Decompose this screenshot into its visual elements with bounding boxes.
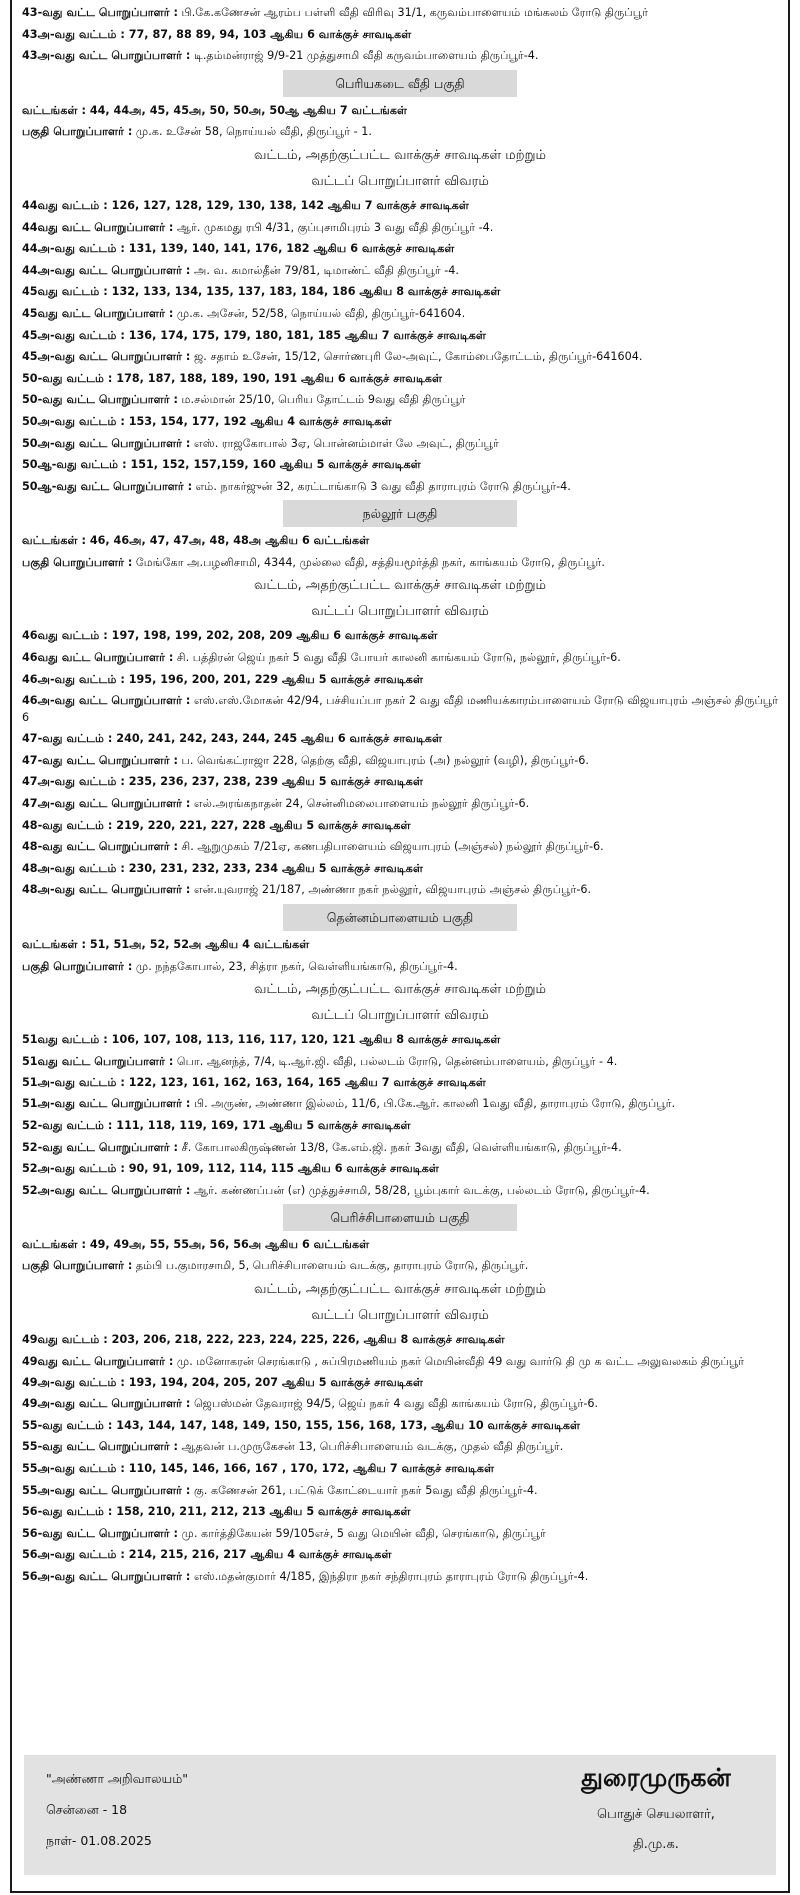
section-block [12, 499, 788, 901]
area-incharge-line [12, 552, 788, 574]
ward-booths-line [12, 281, 788, 303]
entry-text: ஆர். கண்ணப்பன் (எ) முத்துச்சாமி, 58/28, பூம்புகார் வடக்கு, பல்லடம் ரோடு, திருப்பூர்-4. [190, 1183, 650, 1197]
entry-text: 193, 194, 204, 205, 207 ஆகிய 5 வாக்குச் சாவடிகள் [124, 1375, 424, 1389]
ward-booths-line [12, 195, 788, 217]
entry-text: 240, 241, 242, 243, 244, 245 ஆகிய 6 வாக்குச் சாவடிகள் [112, 732, 443, 746]
ward-incharge-line [12, 1523, 788, 1545]
entry-text: 230, 231, 232, 233, 234 ஆகிய 5 வாக்குச் சாவடிகள் [124, 861, 424, 875]
entry-text: மு.க. அசேன், 52/58, நொய்யல் வீதி, திருப்பூர்-641604. [173, 306, 466, 320]
entry-label: 55அ-வது வட்ட பொறுப்பாளர் : [22, 1483, 191, 1497]
entry-text: 46, 46அ, 47, 47அ, 48, 48அ ஆகிய 6 வட்டங்கள் [85, 534, 370, 548]
entry-text: எஸ். ராஜகோபால் 3ஏ, பொன்னம்மாள் லே அவுட், திருப்பூர் [190, 436, 499, 450]
ward-incharge-line [12, 1393, 788, 1415]
entry-label: 46அ-வது வட்டம் : [22, 672, 125, 686]
ward-incharge-line [12, 433, 788, 455]
entry-text: பி. அருண், அண்ணா இல்லம், 11/6, பி.கே.ஆர். காலனி 1வது வீதி, தாராபுரம் ரோடு, திருப்பூர். [190, 1097, 676, 1111]
entry-text: 219, 220, 221, 227, 228 ஆகிய 5 வாக்குச் சாவடிகள் [112, 818, 411, 832]
intro-line [12, 24, 788, 46]
entry-text: 90, 91, 109, 112, 114, 115 ஆகிய 6 வாக்குச் சாவடிகள் [124, 1162, 439, 1176]
entry-label: 45வது வட்டம் : [22, 285, 108, 299]
entry-label: வட்டங்கள் : [22, 103, 86, 117]
ward-booths-line [12, 728, 788, 750]
ward-booths-line [12, 858, 788, 880]
subtitle-line-2: வட்டப் பொறுப்பாளர் விவரம் [311, 1307, 489, 1323]
signatory-designation: பொதுச் செயலாளர், [597, 1807, 715, 1822]
section-heading-label: பெரிச்சிபாளையம் பகுதி [283, 1204, 517, 1231]
entry-text: ஆர். முகமது ரபி 4/31, குப்புசாமிபுரம் 3 வது வீதி திருப்பூர் -4. [173, 220, 494, 234]
entry-label: 46வது வட்டம் : [22, 629, 108, 643]
entry-text: 111, 118, 119, 169, 171 ஆகிய 5 வாக்குச் சாவடிகள் [112, 1118, 411, 1132]
entry-label: 49வது வட்டம் : [22, 1332, 108, 1346]
footer-panel [24, 1755, 776, 1875]
ward-booths-line [12, 1029, 788, 1051]
entry-label: 47அ-வது வட்ட பொறுப்பாளர் : [22, 797, 191, 811]
entry-label: 44வது வட்டம் : [22, 198, 108, 212]
section-heading [12, 69, 788, 98]
footer-date: நாள்- 01.08.2025 [46, 1833, 152, 1848]
ward-booths-line [12, 1115, 788, 1137]
entry-text: ப. வெங்கட்ராஜா 228, தெற்கு வீதி, விஜயாபுரம் (அ) நல்லூர் (வழி), திருப்பூர்-6. [177, 753, 589, 767]
entry-label: 46வது வட்ட பொறுப்பாளர் : [22, 651, 174, 665]
entry-label: 55-வது வட்ட பொறுப்பாளர் : [22, 1440, 178, 1454]
entry-text: கு. கணேசன் 261, பட்டுக் கோட்டையார் நகர் 5வது வீதி திருப்பூர்-4. [190, 1483, 538, 1497]
entry-label: 56-வது வட்ட பொறுப்பாளர் : [22, 1526, 178, 1540]
area-incharge-line [12, 956, 788, 978]
entry-label: 50-வது வட்டம் : [22, 371, 113, 385]
section-heading [12, 903, 788, 932]
entry-label: வட்டங்கள் : [22, 1237, 86, 1251]
entry-text: 197, 198, 199, 202, 208, 209 ஆகிய 6 வாக்குச் சாவடிகள் [107, 629, 438, 643]
entry-text: ஆதவன் ப.முருகேசன் 13, பெரிச்சிபாளையம் வடக்கு, முதல் வீதி திருப்பூர். [177, 1440, 564, 1454]
ward-incharge-line [12, 1566, 788, 1588]
ward-incharge-line [12, 217, 788, 239]
entry-text: 214, 215, 216, 217 ஆகிய 4 வாக்குச் சாவடிகள் [124, 1548, 392, 1562]
entry-text: 151, 152, 157,159, 160 ஆகிய 5 வாக்குச் சாவடிகள் [126, 458, 421, 472]
entry-label: பகுதி பொறுப்பாளர் : [22, 1259, 133, 1273]
ward-booths-line [12, 1158, 788, 1180]
entry-label: 45அ-வது வட்டம் : [22, 328, 125, 342]
entry-label: 44வது வட்ட பொறுப்பாளர் : [22, 220, 174, 234]
ward-booths-line [12, 1501, 788, 1523]
ward-booths-line [12, 1072, 788, 1094]
entry-label: 51அ-வது வட்ட பொறுப்பாளர் : [22, 1097, 191, 1111]
signatory-party: தி.மு.க. [633, 1837, 679, 1852]
ward-incharge-line [12, 1436, 788, 1458]
entry-text: மேங்கோ அ.பழனிசாமி, 4344, முல்லை வீதி, சத்தியமூர்த்தி நகர், காங்கயம் ரோடு, திருப்பூர். [132, 555, 605, 569]
subtitle-line-2: வட்டப் பொறுப்பாளர் விவரம் [311, 1008, 489, 1024]
ward-booths-line [12, 1415, 788, 1437]
entry-label: 44அ-வது வட்ட பொறுப்பாளர் : [22, 263, 191, 277]
entry-label: 47அ-வது வட்டம் : [22, 775, 125, 789]
area-incharge-line [12, 1255, 788, 1277]
entry-label: 44அ-வது வட்டம் : [22, 242, 125, 256]
ward-booths-line [12, 815, 788, 837]
section-heading [12, 1203, 788, 1232]
entry-text: 122, 123, 161, 162, 163, 164, 165 ஆகிய 7 வாக்குச் சாவடிகள் [124, 1075, 487, 1089]
entry-label: 48அ-வது வட்டம் : [22, 861, 125, 875]
entry-label: 51அ-வது வட்டம் : [22, 1075, 125, 1089]
entry-text: 136, 174, 175, 179, 180, 181, 185 ஆகிய 7 வாக்குச் சாவடிகள் [124, 328, 487, 342]
ward-incharge-line [12, 1480, 788, 1502]
document-body [12, 2, 788, 1587]
ward-booths-line [12, 771, 788, 793]
entry-text: 203, 206, 218, 222, 223, 224, 225, 226, ஆகிய 8 வாக்குச் சாவடிகள் [107, 1332, 505, 1346]
entry-label: வட்டங்கள் : [22, 938, 86, 951]
ward-incharge-line [12, 793, 788, 815]
entry-text: 235, 236, 237, 238, 239 ஆகிய 5 வாக்குச் சாவடிகள் [124, 775, 424, 789]
entry-text: எஸ்.எஸ்.மோகன் 42/94, பச்சியப்பா நகர் 2 வது வீதி மணியக்காரம்பாளையம் ரோடு விஜயாபுரம் அஞ்சல் திருப்பூர் 6 [22, 694, 779, 725]
ward-incharge-line [12, 1051, 788, 1072]
subtitle-line-1: வட்டம், அதற்குட்பட்ட வாக்குச் சாவடிகள் மற்றும் [254, 1281, 546, 1297]
subtitle-line-1: வட்டம், அதற்குட்பட்ட வாக்குச் சாவடிகள் மற்றும் [254, 578, 546, 594]
entry-text: 110, 145, 146, 166, 167 , 170, 172, ஆகிய 7 வாக்குச் சாவடிகள் [124, 1461, 495, 1475]
subtitle-line-1: வட்டம், அதற்குட்பட்ட வாக்குச் சாவடிகள் மற்றும் [254, 147, 546, 163]
subtitle-line-2: வட்டப் பொறுப்பாளர் விவரம் [311, 173, 489, 189]
section-heading [12, 499, 788, 528]
section-block [12, 69, 788, 498]
entry-text: அ. வ. கமால்தீன் 79/81, டிமாண்ட் வீதி திருப்பூர் -4. [190, 263, 459, 277]
ward-incharge-line [12, 346, 788, 368]
ward-booths-line [12, 1458, 788, 1480]
ward-booths-line [12, 454, 788, 476]
entry-label: 51வது வட்ட பொறுப்பாளர் : [22, 1054, 174, 1068]
signatory-name: துரைமுருகன் [581, 1763, 731, 1792]
entry-label: 48-வது வட்டம் : [22, 818, 113, 832]
entry-label: 50ஆ-வது வட்டம் : [22, 458, 127, 472]
ward-booths-line [12, 238, 788, 260]
section-heading-label: தென்னம்பாளையம் பகுதி [283, 904, 517, 931]
entry-text: 49, 49அ, 55, 55அ, 56, 56அ ஆகிய 6 வட்டங்கள் [85, 1237, 370, 1251]
entry-text: சி. ஆறுமுகம் 7/21ஏ, கணபதிபாளையம் விஜயாபுரம் (அஞ்சல்) நல்லூர் திருப்பூர்-6. [177, 840, 604, 854]
section-heading-label: நல்லூர் பகுதி [283, 500, 517, 527]
intro-line [12, 2, 788, 24]
entry-label: 49வது வட்ட பொறுப்பாளர் : [22, 1354, 174, 1368]
entry-text: மு. மனோகரன் செரங்காடு , சுப்பிரமணியம் நகர் மெயின்வீதி 49 வது வார்டு தி மு க வட்ட அலுவலகம் திருப்பூர் [173, 1354, 745, 1368]
entry-label: 48அ-வது வட்ட பொறுப்பாளர் : [22, 883, 191, 897]
entry-text: எஸ்.மதன்குமார் 4/185, இந்திரா நகர் சந்திராபுரம் தாராபுரம் ரோடு திருப்பூர்-4. [190, 1569, 589, 1583]
entry-label: 52-வது வட்டம் : [22, 1118, 113, 1132]
section-block [12, 1203, 788, 1588]
entry-text: ஜ. சதாம் உசேன், 15/12, சொர்ணபுரி லே-அவுட், கோம்பைதோட்டம், திருப்பூர்-641604. [190, 350, 643, 364]
entry-label: பகுதி பொறுப்பாளர் : [22, 555, 133, 569]
ward-booths-line [12, 1372, 788, 1394]
ward-booths-line [12, 625, 788, 647]
entry-text: பி.கே.கணேசன் ஆரம்ப பள்ளி வீதி விரிவு 31/1, கருவம்பாளையம் மங்கலம் ரோடு திருப்பூர் [177, 6, 649, 19]
footer-city: சென்னை - 18 [46, 1802, 128, 1817]
subtitle-line-1: வட்டம், அதற்குட்பட்ட வாக்குச் சாவடிகள் மற்றும் [254, 982, 546, 998]
ward-booths-line [12, 1544, 788, 1566]
section-block [12, 903, 788, 1201]
ward-booths-line [12, 1329, 788, 1351]
footer-office: "அண்ணா அறிவாலயம்" [46, 1771, 188, 1786]
entry-label: பகுதி பொறுப்பாளர் : [22, 125, 133, 139]
ward-booths-line [12, 411, 788, 433]
entry-text: டி.தம்மன்ராஜ் 9/9-21 முத்துசாமி வீதி கருவம்பாளையம் திருப்பூர்-4. [190, 49, 539, 63]
entry-text: 195, 196, 200, 201, 229 ஆகிய 5 வாக்குச் சாவடிகள் [124, 672, 424, 686]
entry-label: 48-வது வட்ட பொறுப்பாளர் : [22, 840, 178, 854]
entry-label: 50ஆ-வது வட்ட பொறுப்பாளர் : [22, 479, 193, 493]
ward-list-line [12, 100, 788, 122]
ward-list-line [12, 530, 788, 552]
entry-text: தம்பி ப.குமாரசாமி, 5, பெரிச்சிபாளையம் வடக்கு, தாராபுரம் ரோடு, திருப்பூர். [132, 1259, 529, 1273]
ward-incharge-line [12, 1351, 788, 1372]
entry-text: 126, 127, 128, 129, 130, 138, 142 ஆகிய 7 வாக்குச் சாவடிகள் [107, 198, 469, 212]
entry-text: ம.சல்மான் 25/10, பெரிய தோட்டம் 9வது வீதி திருப்பூர் [177, 393, 466, 407]
entry-text: மு. நந்தகோபால், 23, சித்ரா நகர், வெள்ளியங்காடு, திருப்பூர்-4. [132, 959, 458, 973]
entry-label: 52அ-வது வட்டம் : [22, 1162, 125, 1176]
entry-label: 50-வது வட்ட பொறுப்பாளர் : [22, 393, 178, 407]
entry-text: 143, 144, 147, 148, 149, 150, 155, 156, 168, 173, ஆகிய 10 வாக்குச் சாவடிகள் [112, 1418, 581, 1432]
ward-booths-line [12, 368, 788, 390]
intro-line [12, 45, 788, 67]
entry-label: 45அ-வது வட்ட பொறுப்பாளர் : [22, 350, 191, 364]
entry-text: 51, 51அ, 52, 52அ ஆகிய 4 வட்டங்கள் [85, 938, 310, 951]
entry-label: 51வது வட்டம் : [22, 1033, 108, 1047]
entry-label: 55அ-வது வட்டம் : [22, 1461, 125, 1475]
entry-label: 43-வது வட்ட பொறுப்பாளர் : [22, 6, 178, 19]
entry-label: 43அ-வது வட்ட பொறுப்பாளர் : [22, 49, 191, 63]
entry-text: பொ. ஆனந்த், 7/4, டி.ஆர்.ஜி. வீதி, பல்லடம் ரோடு, தென்னம்பாளையம், திருப்பூர் - 4. [173, 1054, 618, 1068]
entry-text: மு.க. உசேன் 58, நொய்யல் வீதி, திருப்பூர் - 1. [132, 125, 372, 139]
entry-text: சீ. கோபாலகிருஷ்ணன் 13/8, கே.எம்.ஜி. நகர் 3வது வீதி, வெள்ளியங்காடு, திருப்பூர்-4. [177, 1140, 622, 1154]
entry-label: 50அ-வது வட்டம் : [22, 414, 125, 428]
entry-label: 55-வது வட்டம் : [22, 1418, 113, 1432]
ward-incharge-line [12, 750, 788, 772]
entry-label: 47-வது வட்ட பொறுப்பாளர் : [22, 753, 178, 767]
entry-text: ஜெபஸ்மன் தேவராஜ் 94/5, ஜெய் நகர் 4 வது வீதி காங்கயம் ரோடு, திருப்பூர்-6. [190, 1397, 599, 1411]
ward-incharge-line [12, 476, 788, 498]
entry-text: 44, 44அ, 45, 45அ, 50, 50அ, 50ஆ ஆகிய 7 வட்டங்கள் [85, 103, 408, 117]
ward-incharge-line [12, 836, 788, 858]
entry-text: என்.யுவராஜ் 21/187, அண்ணா நகர் நல்லூர், விஜயாபுரம் அஞ்சல் திருப்பூர்-6. [190, 883, 592, 897]
ward-list-line [12, 1234, 788, 1256]
entry-label: 52-வது வட்ட பொறுப்பாளர் : [22, 1140, 178, 1154]
ward-incharge-line [12, 690, 788, 728]
entry-label: 56அ-வது வட்ட பொறுப்பாளர் : [22, 1569, 191, 1583]
ward-incharge-line [12, 260, 788, 282]
entry-label: 45வது வட்ட பொறுப்பாளர் : [22, 306, 174, 320]
ward-incharge-line [12, 1093, 788, 1115]
entry-text: 158, 210, 211, 212, 213 ஆகிய 5 வாக்குச் சாவடிகள் [112, 1505, 411, 1519]
entry-text: 132, 133, 134, 135, 137, 183, 184, 186 ஆகிய 8 வாக்குச் சாவடிகள் [107, 285, 501, 299]
entry-text: 153, 154, 177, 192 ஆகிய 4 வாக்குச் சாவடிகள் [124, 414, 392, 428]
entry-text: எம். நாகர்ஜுன் 32, கரட்டாங்காடு 3 வது வீதி தாராபுரம் ரோடு திருப்பூர்-4. [192, 479, 571, 493]
ward-incharge-line [12, 879, 788, 901]
entry-label: 50அ-வது வட்ட பொறுப்பாளர் : [22, 436, 191, 450]
ward-list-line [12, 934, 788, 956]
entry-text: மு. கார்த்திகேயன் 59/105எச், 5 வது மெயின் வீதி, செரங்காடு, திருப்பூர் [177, 1526, 546, 1540]
entry-text: எல்.அரங்கநாதன் 24, சென்னிமலைபாளையம் நல்லூர் திருப்பூர்-6. [190, 797, 530, 811]
page-frame [10, 0, 790, 1893]
entry-label: 49அ-வது வட்ட பொறுப்பாளர் : [22, 1397, 191, 1411]
entry-label: 47-வது வட்டம் : [22, 732, 113, 746]
ward-incharge-line [12, 1137, 788, 1159]
entry-label: பகுதி பொறுப்பாளர் : [22, 959, 133, 973]
entry-label: 56-வது வட்டம் : [22, 1505, 113, 1519]
entry-text: 131, 139, 140, 141, 176, 182 ஆகிய 6 வாக்குச் சாவடிகள் [124, 242, 455, 256]
ward-incharge-line [12, 1180, 788, 1201]
ward-booths-line [12, 325, 788, 347]
entry-label: 43அ-வது வட்டம் : 77, 87, 88 89, 94, 103 ஆகிய 6 வாக்குச் சாவடிகள் [22, 27, 412, 41]
entry-label: வட்டங்கள் : [22, 534, 86, 548]
area-incharge-line [12, 121, 788, 143]
entry-text: 178, 187, 188, 189, 190, 191 ஆகிய 6 வாக்குச் சாவடிகள் [112, 371, 443, 385]
ward-incharge-line [12, 647, 788, 669]
entry-label: 52அ-வது வட்ட பொறுப்பாளர் : [22, 1183, 191, 1197]
section-heading-label: பெரியகடை வீதி பகுதி [283, 70, 517, 97]
entry-label: 46அ-வது வட்ட பொறுப்பாளர் : [22, 694, 191, 708]
ward-booths-line [12, 669, 788, 691]
entry-text: சி. பத்திரன் ஜெய் நகர் 5 வது வீதி போயர் காலனி காங்கயம் ரோடு, நல்லூர், திருப்பூர்-6. [173, 651, 621, 665]
entry-label: 49அ-வது வட்டம் : [22, 1375, 125, 1389]
ward-incharge-line [12, 389, 788, 411]
entry-label: 56அ-வது வட்டம் : [22, 1548, 125, 1562]
ward-incharge-line [12, 303, 788, 325]
subtitle-line-2: வட்டப் பொறுப்பாளர் விவரம் [311, 604, 489, 620]
entry-text: 106, 107, 108, 113, 116, 117, 120, 121 ஆகிய 8 வாக்குச் சாவடிகள் [107, 1033, 501, 1047]
